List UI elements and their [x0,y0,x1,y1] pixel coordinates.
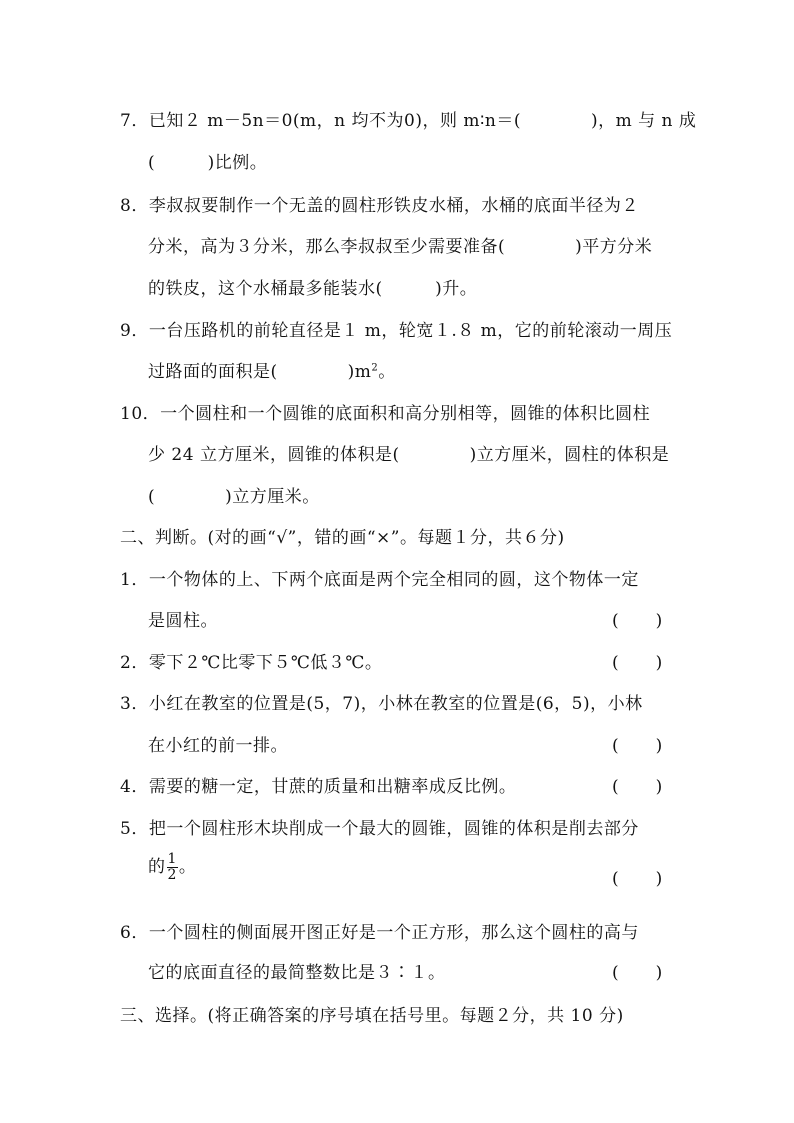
square-unit-superscript: 2 [371,362,379,374]
judge-2-line-1: 2．零下２℃比零下５℃低３℃。 [120,653,383,673]
judge-6-line-2: 它的底面直径的最简整数比是３∶１。 [148,963,446,983]
judge-5-line-2 [148,852,196,883]
judge-3-line-1: 3．小红在教室的位置是(5，7)，小林在教室的位置是(6，5)，小林 [120,694,643,714]
judge-1-line-1: 1．一个物体的上、下两个底面是两个完全相同的圆，这个物体一定 [120,570,639,590]
judge-4-line-1: 4．需要的糖一定，甘蔗的质量和出糖率成反比例。 [120,777,517,797]
one-half-fraction [167,852,178,882]
question-7-line-2: ( )比例。 [148,153,268,173]
question-8-line-1: 8．李叔叔要制作一个无盖的圆柱形铁皮水桶，水桶的底面半径为２ [120,196,639,216]
judge-1-answer-paren[interactable]: ( ) [612,611,664,631]
judge-5-line-2-text: 的 [148,857,166,877]
judge-5-end: 。 [178,857,197,877]
judge-1-line-2: 是圆柱。 [148,611,218,631]
fraction-denominator: 2 [167,867,177,883]
question-9-line-1: 9．一台压路机的前轮直径是１ m，轮宽１.８ m，它的前轮滚动一周压 [120,321,673,341]
fraction-numerator: 1 [167,851,177,868]
judge-5-line-1: 5．把一个圆柱形木块削成一个最大的圆锥，圆锥的体积是削去部分 [120,819,639,839]
question-10-line-3: ( )立方厘米。 [148,487,320,507]
question-8-line-3: 的铁皮，这个水桶最多能装水( )升。 [148,279,478,299]
question-9-line-2 [148,357,396,382]
judge-6-answer-paren[interactable]: ( ) [612,963,664,983]
judge-5-answer-paren[interactable]: ( ) [612,869,664,889]
judge-2-answer-paren[interactable]: ( ) [612,653,664,673]
judge-6-line-1: 6．一个圆柱的侧面展开图正好是一个正方形，那么这个圆柱的高与 [120,923,639,943]
judge-3-line-2: 在小红的前一排。 [148,736,288,756]
question-9-end: 。 [378,362,396,382]
section-3-heading: 三、选择。(将正确答案的序号填在括号里。每题２分，共 10 分) [120,1006,624,1026]
section-2-heading: 二、判断。(对的画“√”，错的画“×”。每题１分，共６分) [120,528,565,548]
judge-3-answer-paren[interactable]: ( ) [612,736,664,756]
question-10-line-1: 10．一个圆柱和一个圆锥的底面积和高分别相等，圆锥的体积比圆柱 [120,404,651,424]
judge-4-answer-paren[interactable]: ( ) [612,777,664,797]
question-8-line-2: 分米，高为３分米，那么李叔叔至少需要准备( )平方分米 [148,237,653,257]
question-7-line-1: 7．已知２ m－5n＝0(m，n 均不为0)，则 m∶n＝( )，m 与 n 成 [120,111,697,131]
question-9-line-2-text: 过路面的面积是( )m [148,362,372,382]
question-10-line-2: 少 24 立方厘米，圆锥的体积是( )立方厘米，圆柱的体积是 [148,445,670,465]
